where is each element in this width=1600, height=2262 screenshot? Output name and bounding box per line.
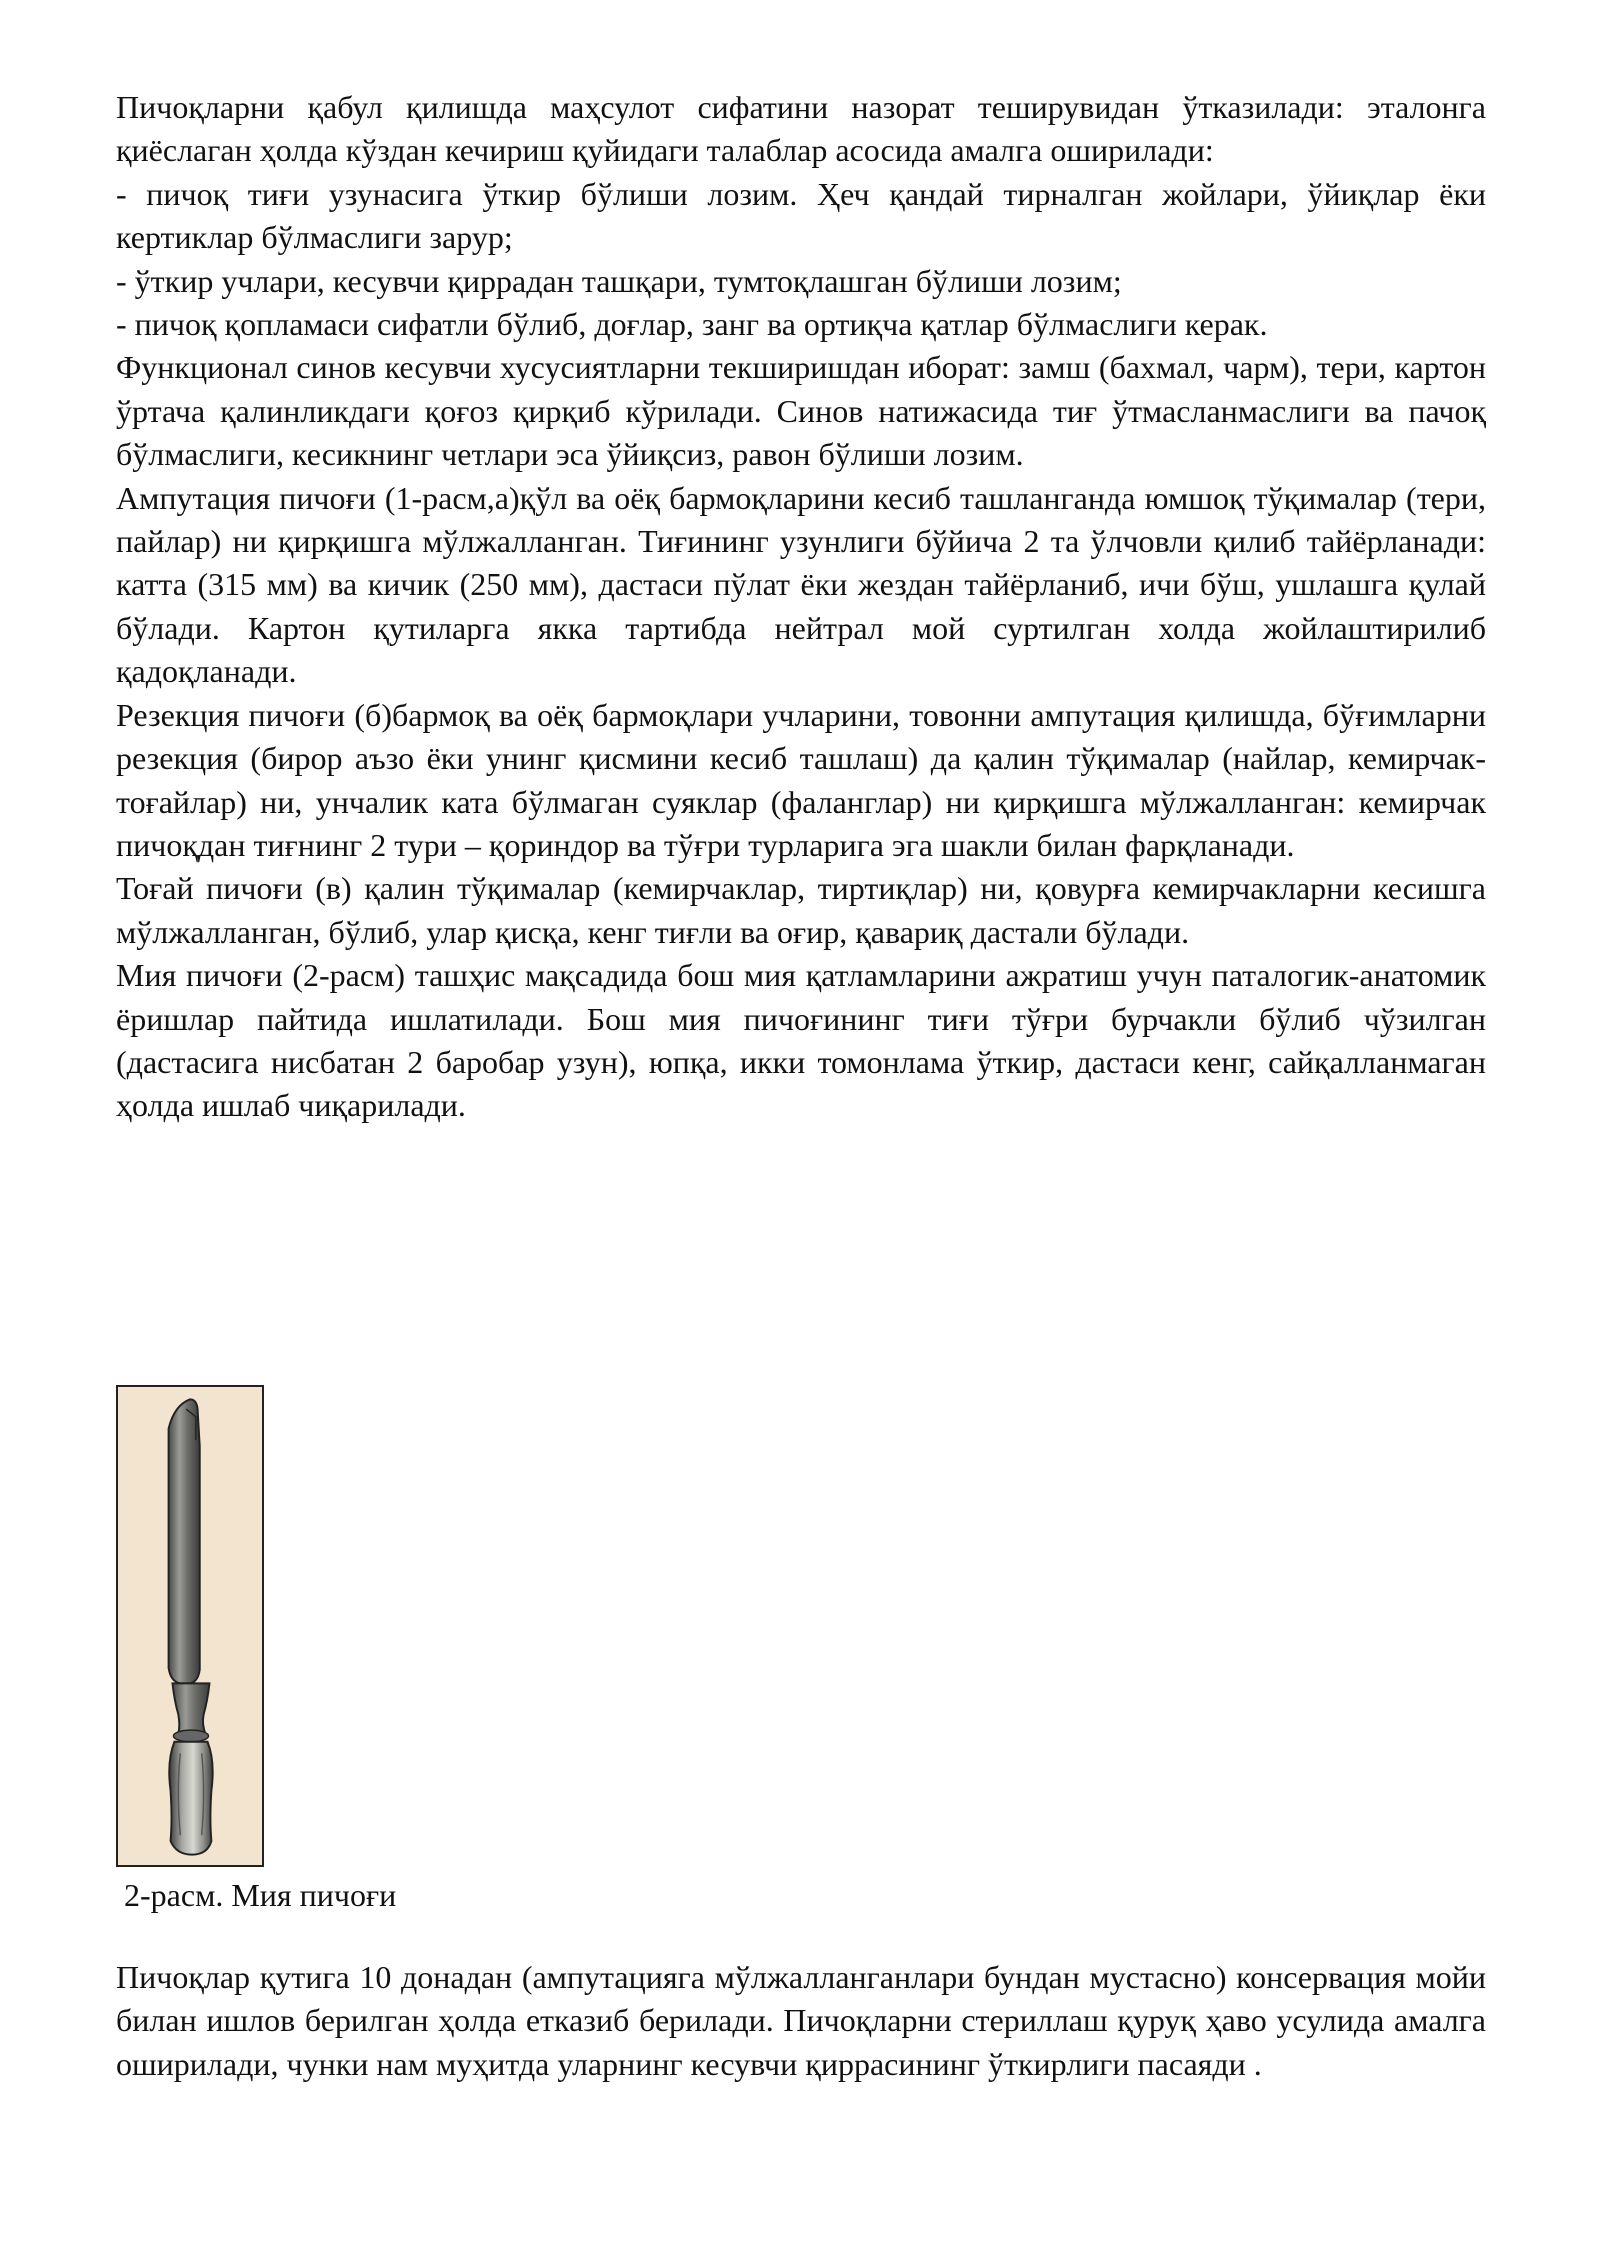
paragraph-resection-knife: Резекция пичоғи (б)бармоқ ва оёқ бармоқлари учларини, товонни ампутация қилишда, бўғимларни резекция (бирор аъзо ёки унинг қисмини кесиб ташлаш) да қалин тўқималар (найлар, кемирчак-тоғайлар) ни, унчалик ката бўлмаган суяклар (фаланглар) ни қирқишга мўлжалланган: кемирчак пичоқдан тиғнинг 2 тури – қориндор ва тўғри турларига эга шакли билан фарқланади.: [116, 696, 1486, 863]
list-item-blade-sharpness: - пичоқ тиғи узунасига ўткир бўлиши лозим. Ҳеч қандай тирналган жойлари, ўйиқлар ёки кертиклар бўлмаслиги зарур;: [116, 175, 1486, 256]
paragraph-amputation-knife: Ампутация пичоғи (1-расм,а)қўл ва оёқ бармоқларини кесиб ташланганда юмшоқ тўқималар (тери, пайлар) ни қирқишга мўлжалланган. Тиғининг узунлиги бўйича 2 та ўлчовли қилиб тайёрланади: катта (315 мм) ва кичик (250 мм), дастаси пўлат ёки жездан тайёрланиб, ичи бўш, ушлашга қулай бўлади. Картон қутиларга якка тартибда нейтрал мой суртилган холда жойлаштирилиб қадоқланади.: [116, 479, 1486, 690]
knife-icon: [118, 1387, 262, 1865]
figure-caption: 2-расм. Мия пичоғи: [124, 1877, 397, 1913]
paragraph-brain-knife: Мия пичоғи (2-расм) ташҳис мақсадида бош мия қатламларини ажратиш учун паталогик-анатомик ёришлар пайтида ишлатилади. Бош мия пичоғининг тиғи тўғри бурчакли бўлиб чўзилган (дастасига нисбатан 2 баробар узун), юпқа, икки томонлама ўткир, дастаси кенг, сайқалланмаган ҳолда ишлаб чиқарилади.: [116, 957, 1486, 1124]
brain-knife-illustration: [116, 1385, 264, 1867]
document-body-bottom: [116, 1956, 1486, 2086]
list-item-coating-quality: - пичоқ қопламаси сифатли бўлиб, доғлар, занг ва ортиқча қатлар бўлмаслиги керак.: [116, 306, 1268, 343]
paragraph-acceptance-intro: Пичоқларни қабул қилишда маҳсулот сифатини назорат теширувидан ўтказилади: эталонга қиёслаган ҳолда кўздан кечириш қуйидаги талаблар асосида амалга оширилади:: [116, 89, 1486, 169]
paragraph-packaging-sterilization: Пичоқлар қутига 10 донадан (ампутацияга мўлжалланганлари бундан мустасно) консервация мойи билан ишлов берилган ҳолда етказиб берилади. Пичоқларни стериллаш қуруқ ҳаво усулида амалга оширилади, чунки нам муҳитда уларнинг кесувчи қиррасининг ўткирлиги пасаяди .: [116, 1959, 1486, 2082]
paragraph-cartilage-knife: Тоғай пичоғи (в) қалин тўқималар (кемирчаклар, тиртиқлар) ни, қовурға кемирчакларни кесишга мўлжалланган, бўлиб, улар қисқа, кенг тиғли ва оғир, қавариқ дастали бўлади.: [116, 870, 1486, 950]
document-body: [116, 86, 1486, 1128]
paragraph-functional-test: Функционал синов кесувчи хусусиятларни текширишдан иборат: замш (бахмал, чарм), тери, картон ўртача қалинликдаги қоғоз қирқиб кўрилади. Синов натижасида тиғ ўтмасланмаслиги ва пачоқ бўлмаслиги, кесикнинг четлари эса ўйиқсиз, равон бўлиши лозим.: [116, 349, 1486, 473]
list-item-sharp-tips: - ўткир учлари, кесувчи қиррадан ташқари, тумтоқлашган бўлиши лозим;: [116, 262, 1122, 299]
